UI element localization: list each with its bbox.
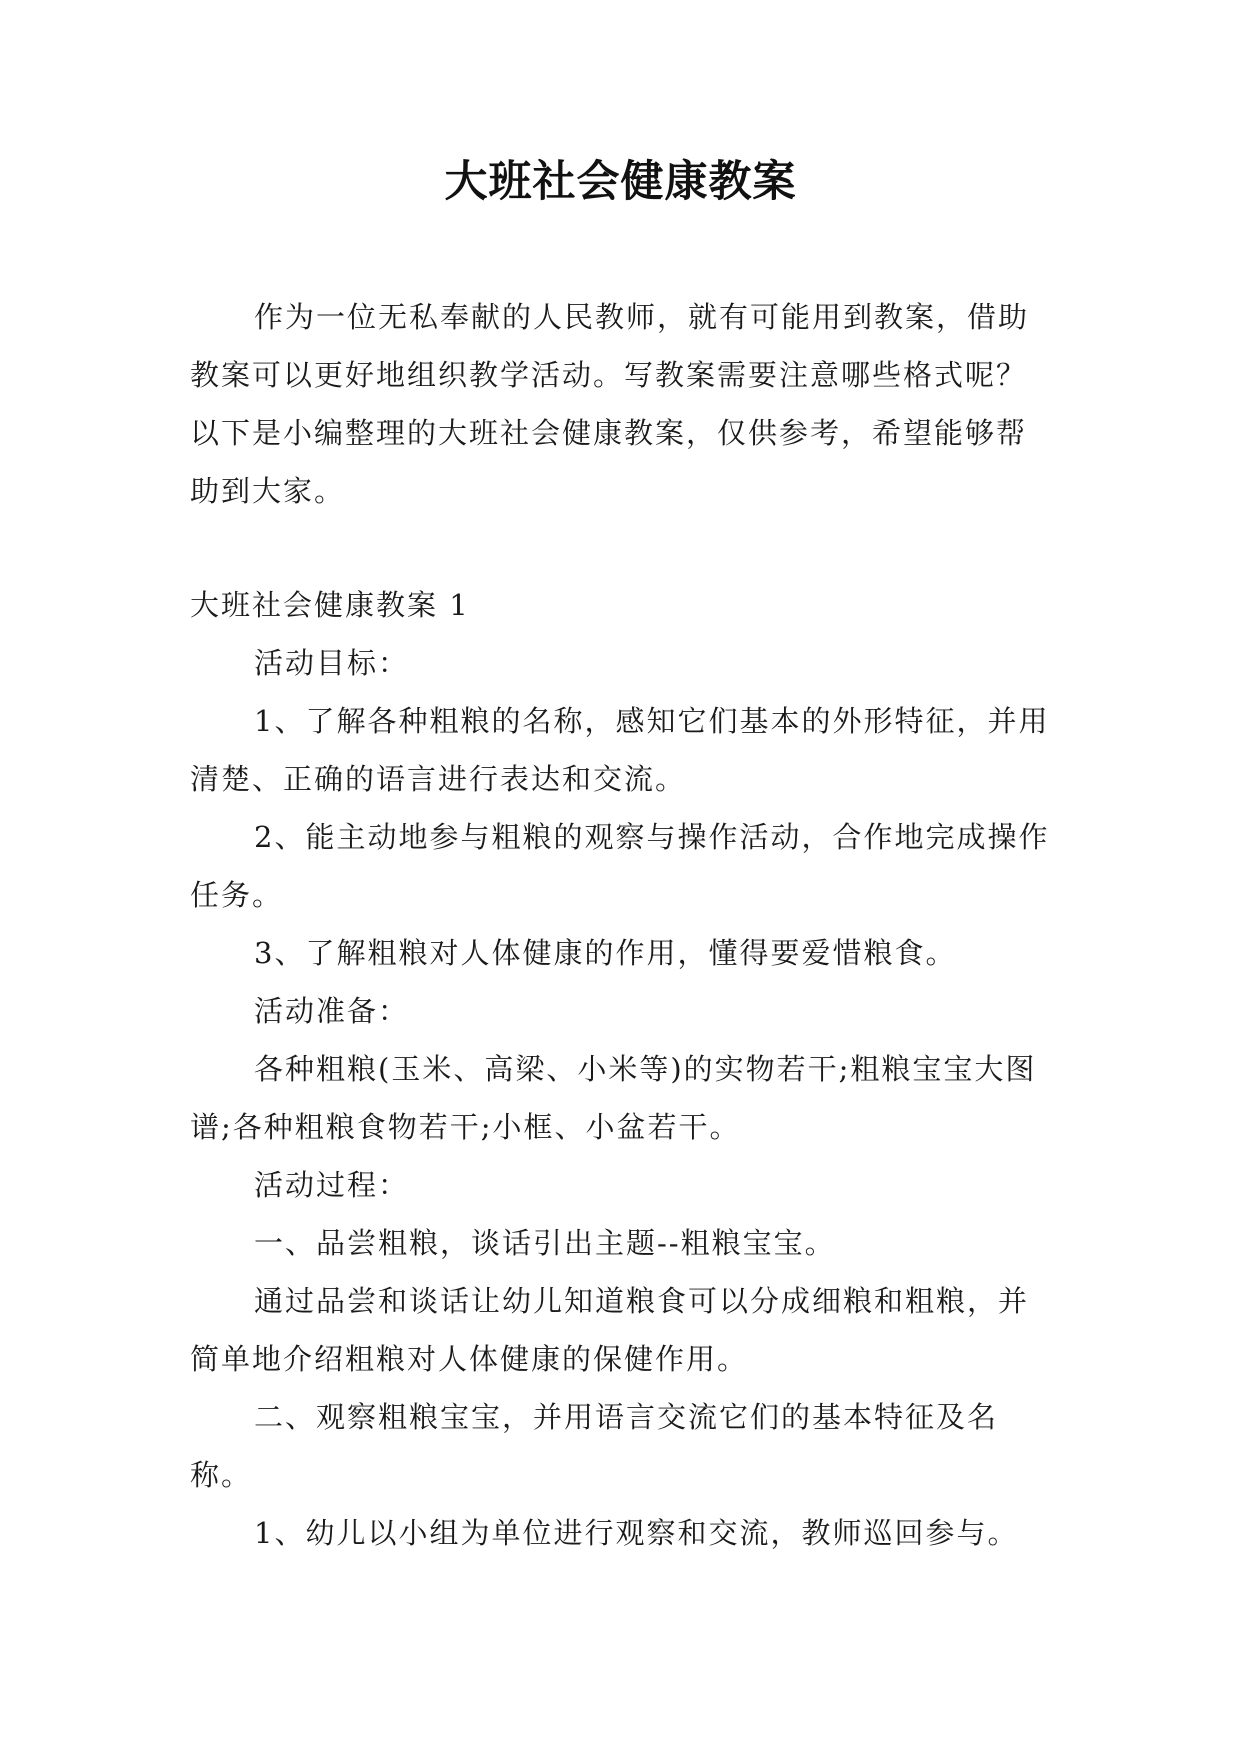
process-step-2-item-1: 1、幼儿以小组为单位进行观察和交流，教师巡回参与。 <box>254 1516 1019 1550</box>
heading-activity-preparation: 活动准备： <box>254 994 410 1028</box>
goal-item-1: 1、了解各种粗粮的名称，感知它们基本的外形特征，并用清楚、正确的语言进行表达和交流。 <box>190 704 1050 796</box>
process-step-1-detail: 通过品尝和谈话让幼儿知道粮食可以分成细粮和粗粮，并简单地介绍粗粮对人体健康的保健作用。 <box>190 1284 1030 1376</box>
preparation-paragraph: 各种粗粮(玉米、高梁、小米等)的实物若干;粗粮宝宝大图谱;各种粗粮食物若干;小框、小盆若干。 <box>190 1052 1037 1144</box>
intro-paragraph: 作为一位无私奉献的人民教师，就有可能用到教案，借助教案可以更好地组织教学活动。写教案需要注意哪些格式呢？以下是小编整理的大班社会健康教案，仅供参考，希望能够帮助到大家。 <box>190 300 1030 508</box>
process-step-1: 一、品尝粗粮，谈话引出主题--粗粮宝宝。 <box>254 1226 836 1260</box>
goal-item-3: 3、了解粗粮对人体健康的作用，懂得要爱惜粮食。 <box>254 936 957 970</box>
heading-activity-goals: 活动目标： <box>254 646 410 680</box>
document-title: 大班社会健康教案 <box>444 157 797 207</box>
process-step-2: 二、观察粗粮宝宝，并用语言交流它们的基本特征及名称。 <box>190 1400 999 1492</box>
lesson-content <box>190 576 1050 1562</box>
heading-activity-process: 活动过程： <box>254 1168 410 1202</box>
goal-item-2: 2、能主动地参与粗粮的观察与操作活动，合作地完成操作任务。 <box>190 820 1050 912</box>
section-title: 大班社会健康教案 1 <box>190 588 470 622</box>
